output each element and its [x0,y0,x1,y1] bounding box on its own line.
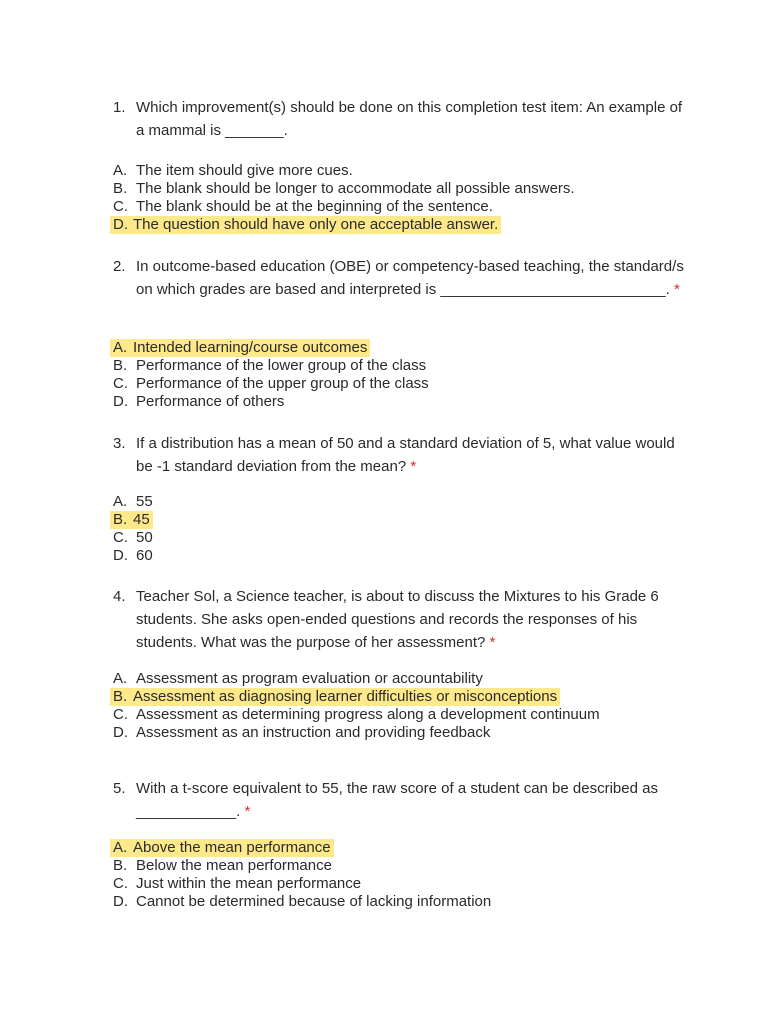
option-letter: A. [113,493,128,510]
question-text [136,777,693,823]
option-letter: A. [110,839,133,857]
question-stem: In outcome-based education (OBE) or competency-based teaching, the standard/s on which grades are based and interpreted is ___________________________. [136,258,684,298]
required-marker: * [406,458,417,475]
question-text [136,432,693,478]
option-text: Intended learning/course outcomes [133,339,370,357]
option-4c [113,706,713,724]
question-stem: If a distribution has a mean of 50 and a standard deviation of 5, what value would be -1 standard deviation from the mean? [136,435,675,475]
option-text: Just within the mean performance [136,875,362,892]
option-letter: D. [113,724,128,741]
option-4a [113,670,713,688]
options-list-1 [113,162,713,234]
question-4 [113,585,693,654]
option-letter: D. [113,547,128,564]
question-text [136,96,693,142]
option-letter: D. [113,893,128,910]
option-text: 45 [133,511,153,529]
question-text [136,585,693,654]
required-marker: * [669,281,680,298]
option-letter: A. [113,162,128,179]
question-2 [113,255,693,301]
question-3 [113,432,693,478]
option-text: Assessment as an instruction and providing feedback [136,724,491,741]
option-text: The question should have only one acceptable answer. [133,216,501,234]
question-5 [113,777,693,823]
option-1c [113,198,713,216]
option-letter: B. [113,857,128,874]
option-text: The blank should be at the beginning of the sentence. [136,198,493,215]
option-letter: A. [113,670,128,687]
option-text: The item should give more cues. [136,162,353,179]
option-4d [113,724,713,742]
options-list-4 [113,670,713,742]
option-3c [113,529,713,547]
option-2d [113,393,713,411]
option-letter: A. [110,339,133,357]
question-number: 2. [113,258,126,275]
option-text: 55 [136,493,153,510]
question-number: 5. [113,780,126,797]
option-text: Above the mean performance [133,839,334,857]
option-text: Below the mean performance [136,857,332,874]
question-stem: Which improvement(s) should be done on this completion test item: An example of a mammal is _______. [136,99,683,139]
option-letter: B. [113,357,128,374]
option-text: Performance of others [136,393,285,410]
option-letter: B. [113,180,128,197]
option-1b [113,180,713,198]
option-text: Performance of the upper group of the class [136,375,429,392]
question-stem: With a t-score equivalent to 55, the raw score of a student can be described as ____________. [136,780,658,820]
option-5a-highlighted-answer [113,839,713,857]
option-letter: D. [110,216,133,234]
options-list-5 [113,839,713,911]
option-letter: C. [113,198,128,215]
option-letter: D. [113,393,128,410]
option-3d [113,547,713,565]
option-letter: B. [110,511,133,529]
option-1d-highlighted-answer [113,216,713,234]
option-2a-highlighted-answer [113,339,713,357]
option-letter: C. [113,529,128,546]
option-5c [113,875,713,893]
question-1 [113,96,693,142]
option-letter: C. [113,706,128,723]
option-5b [113,857,713,875]
option-3a [113,493,713,511]
option-letter: B. [110,688,133,706]
options-list-2 [113,339,713,411]
option-text: 60 [136,547,153,564]
option-2c [113,375,713,393]
question-number: 1. [113,99,126,116]
option-text: Cannot be determined because of lacking information [136,893,492,910]
option-4b-highlighted-answer [113,688,713,706]
option-3b-highlighted-answer [113,511,713,529]
option-text: Assessment as determining progress along a development continuum [136,706,600,723]
question-text [136,255,693,301]
option-text: Assessment as diagnosing learner difficulties or misconceptions [133,688,560,706]
option-letter: C. [113,375,128,392]
required-marker: * [485,634,496,651]
required-marker: * [240,803,251,820]
option-text: Assessment as program evaluation or accountability [136,670,483,687]
option-1a [113,162,713,180]
option-2b [113,357,713,375]
option-text: The blank should be longer to accommodate all possible answers. [136,180,575,197]
option-text: 50 [136,529,153,546]
question-number: 4. [113,588,126,605]
option-letter: C. [113,875,128,892]
option-5d [113,893,713,911]
option-text: Performance of the lower group of the class [136,357,427,374]
options-list-3 [113,493,713,565]
question-number: 3. [113,435,126,452]
question-stem: Teacher Sol, a Science teacher, is about to discuss the Mixtures to his Grade 6 students. She asks open-ended questions and records the responses of his students. What was the purpose of her assessment? [136,588,659,651]
